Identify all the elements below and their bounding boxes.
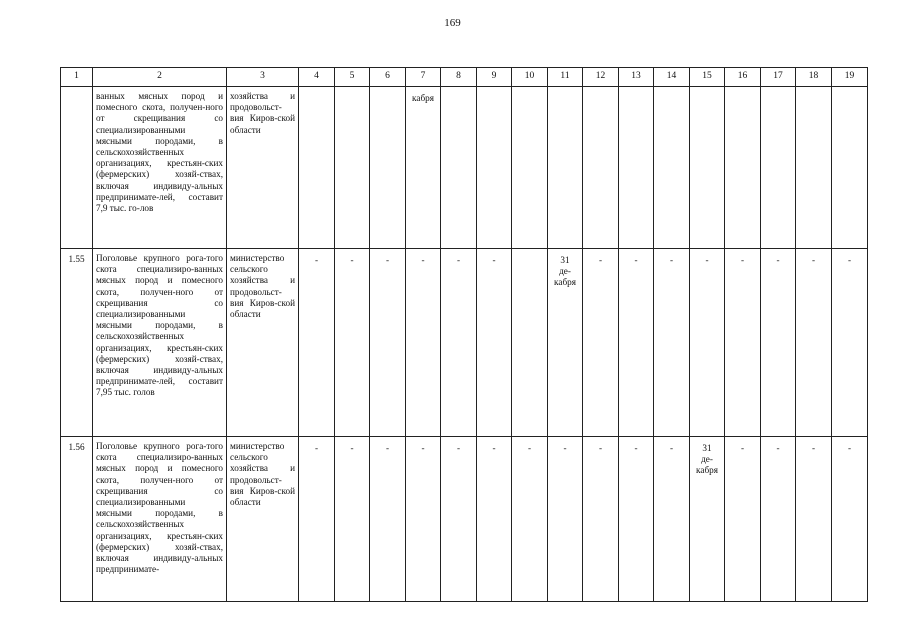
schedule-cell: - bbox=[832, 249, 868, 437]
indicator-description: ванных мясных пород и помесного скота, получен-ного от скрещивания со специализированными мясными породами, в сельскохозяйственных организациях, крестьян-ских (фермерских) хозяй-ствах, включая индивиду-альных предпринимате-лей, составит 7,9 тыс. го-лов bbox=[93, 87, 227, 249]
schedule-cell: - bbox=[619, 249, 654, 437]
schedule-cell: - bbox=[583, 249, 619, 437]
schedule-cell bbox=[832, 87, 868, 249]
schedule-cell bbox=[441, 87, 477, 249]
schedule-cell: - bbox=[761, 437, 796, 602]
schedule-cell: - bbox=[370, 437, 406, 602]
schedule-cell bbox=[654, 87, 690, 249]
schedule-cell bbox=[299, 87, 335, 249]
column-header: 12 bbox=[583, 68, 619, 87]
column-header: 17 bbox=[761, 68, 796, 87]
column-header: 7 bbox=[406, 68, 441, 87]
column-header: 3 bbox=[227, 68, 299, 87]
column-header: 11 bbox=[548, 68, 583, 87]
schedule-cell bbox=[796, 87, 832, 249]
header-row bbox=[61, 68, 868, 87]
schedule-cell: - bbox=[654, 249, 690, 437]
schedule-cell: 31 де- кабря bbox=[690, 437, 725, 602]
column-header: 5 bbox=[335, 68, 370, 87]
schedule-cell: - bbox=[370, 249, 406, 437]
schedule-cell: - bbox=[441, 437, 477, 602]
indicator-description: Поголовье крупного рога-того скота специализиро-ванных мясных пород и помесного скота, получен-ного от скрещивания со специализированными мясными породами, в сельскохозяйственных организациях, крестьян-ских (фермерских) хозяй-ствах, включая индивиду-альных предпринимате- bbox=[93, 437, 227, 602]
schedule-cell: - bbox=[299, 249, 335, 437]
column-header: 19 bbox=[832, 68, 868, 87]
responsible-executor: министерство сельского хозяйства и продовольст-вия Киров-ской области bbox=[227, 437, 299, 602]
indicator-description: Поголовье крупного рога-того скота специализиро-ванных мясных пород и помесного скота, получен-ного от скрещивания со специализированными мясными породами, в сельскохозяйственных организациях, крестьян-ских (фермерских) хозяй-ствах, включая индивиду-альных предпринимате-лей, составит 7,95 тыс. голов bbox=[93, 249, 227, 437]
schedule-cell bbox=[690, 87, 725, 249]
table-row bbox=[61, 249, 868, 437]
schedule-cell bbox=[583, 87, 619, 249]
schedule-cell bbox=[370, 87, 406, 249]
column-header: 15 bbox=[690, 68, 725, 87]
schedule-cell: - bbox=[832, 437, 868, 602]
column-header: 18 bbox=[796, 68, 832, 87]
schedule-cell bbox=[335, 87, 370, 249]
schedule-cell: 31 де- кабря bbox=[548, 249, 583, 437]
schedule-cell: - bbox=[299, 437, 335, 602]
column-header: 13 bbox=[619, 68, 654, 87]
schedule-cell: - bbox=[477, 249, 512, 437]
responsible-executor: министерство сельского хозяйства и продовольст-вия Киров-ской области bbox=[227, 249, 299, 437]
row-number: 1.55 bbox=[61, 249, 93, 437]
table-row bbox=[61, 87, 868, 249]
schedule-cell: - bbox=[761, 249, 796, 437]
schedule-cell bbox=[725, 87, 761, 249]
column-header: 4 bbox=[299, 68, 335, 87]
column-header: 16 bbox=[725, 68, 761, 87]
schedule-cell: - bbox=[335, 437, 370, 602]
schedule-cell: - bbox=[725, 249, 761, 437]
schedule-cell: - bbox=[477, 437, 512, 602]
page-number: 169 bbox=[444, 17, 461, 29]
schedule-cell: - bbox=[441, 249, 477, 437]
row-number bbox=[61, 87, 93, 249]
schedule-cell: - bbox=[406, 437, 441, 602]
schedule-cell: - bbox=[796, 437, 832, 602]
schedule-cell: - bbox=[796, 249, 832, 437]
column-header: 1 bbox=[61, 68, 93, 87]
column-header: 6 bbox=[370, 68, 406, 87]
column-header: 8 bbox=[441, 68, 477, 87]
column-header: 10 bbox=[512, 68, 548, 87]
column-header: 2 bbox=[93, 68, 227, 87]
schedule-cell: - bbox=[654, 437, 690, 602]
table-row bbox=[61, 437, 868, 602]
schedule-cell: - bbox=[690, 249, 725, 437]
plan-table bbox=[60, 67, 868, 602]
schedule-cell bbox=[619, 87, 654, 249]
row-number: 1.56 bbox=[61, 437, 93, 602]
schedule-cell: - bbox=[335, 249, 370, 437]
schedule-cell bbox=[477, 87, 512, 249]
schedule-cell: - bbox=[548, 437, 583, 602]
schedule-cell bbox=[548, 87, 583, 249]
column-header: 14 bbox=[654, 68, 690, 87]
schedule-cell: кабря bbox=[406, 87, 441, 249]
responsible-executor: хозяйства и продовольст-вия Киров-ской области bbox=[227, 87, 299, 249]
schedule-cell bbox=[761, 87, 796, 249]
schedule-cell: - bbox=[583, 437, 619, 602]
schedule-cell: - bbox=[619, 437, 654, 602]
column-header: 9 bbox=[477, 68, 512, 87]
schedule-cell bbox=[512, 249, 548, 437]
schedule-cell: - bbox=[406, 249, 441, 437]
schedule-cell: - bbox=[725, 437, 761, 602]
schedule-cell bbox=[512, 87, 548, 249]
schedule-cell: - bbox=[512, 437, 548, 602]
